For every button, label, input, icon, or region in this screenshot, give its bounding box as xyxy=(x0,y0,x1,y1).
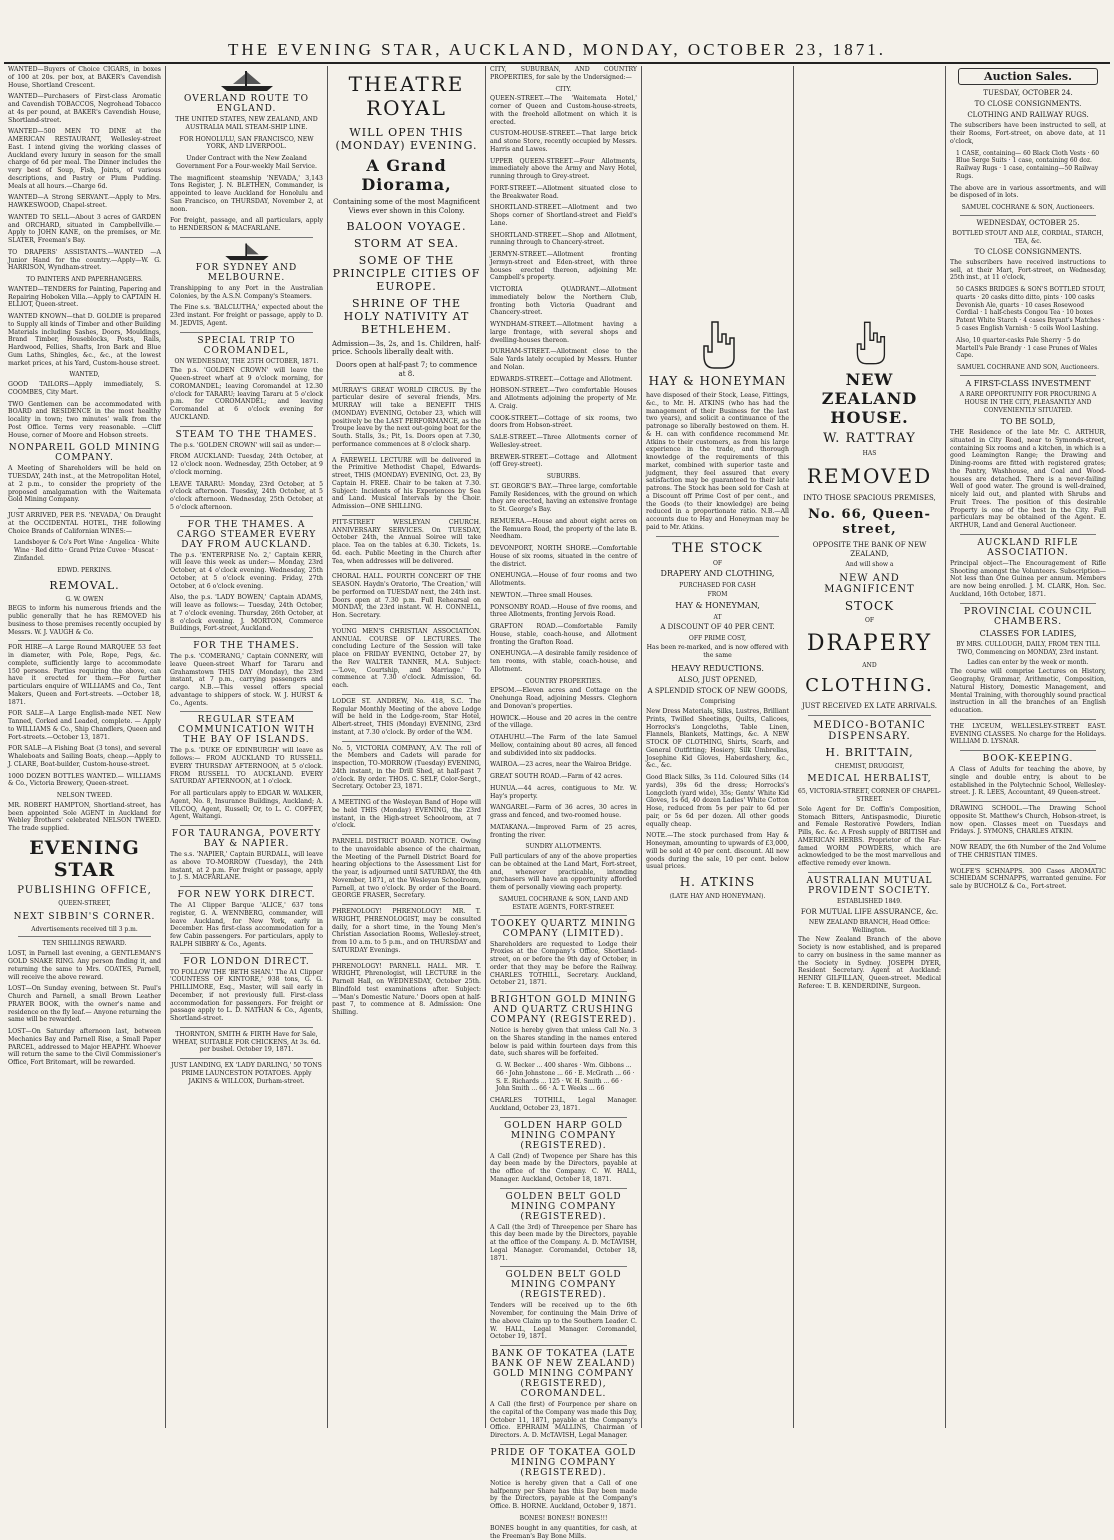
ad-servant: WANTED—A Strong SERVANT.—Apply to Mrs. HAWKESWOOD, Chapel-street. xyxy=(8,194,161,209)
victoria-company-ad: No. 5, VICTORIA COMPANY, A.V. The roll of the Members and Cadets will parade for inspection, TO-MORROW (Tuesday) EVENING, 24th instant, in the Drill Shed, at half-past 7 o'clock. By order. THOS. C. SELF, Color-Sergt., Secretary. October 23, 1871. xyxy=(332,744,481,791)
divider xyxy=(180,886,313,887)
phrenology-ad: PHRENOLOGY! PHRENOLOGY! MR. T. WRIGHT, PHRENOLOGIST, may be consulted daily, for a short time, in the Young Men's Christian Association Rooms, Wellesley-street, from 10 a.m. to 5 p.m., and on THURSDAY and SATURDAY Evenings. xyxy=(332,908,481,954)
stock-line: PURCHASED FOR CASH xyxy=(679,581,756,589)
pride-tokatea-head: PRIDE OF TOKATEA GOLD MINING COMPANY (REGISTERED). xyxy=(490,1447,637,1478)
divider xyxy=(500,915,627,916)
divider xyxy=(342,453,471,454)
divider xyxy=(342,694,471,695)
just-received: JUST RECEIVED EX LATE ARRIVALS. xyxy=(801,702,938,711)
ymca-ad: YOUNG MEN'S CHRISTIAN ASSOCIATION. ANNUAL COURSE OF LECTURES. The concluding Lecture of the Session will take place on FRIDAY EVENING, October 27, by the Rev WALTER TANNER, M.A. Subject:—'Love, Courtship, and Marriage.' To commence at 7.30 o'clock. Admission, 6d. each. xyxy=(332,627,481,689)
property-item: BREWER-STREET.—Cottage and Allotment (off Grey-street). xyxy=(490,453,637,469)
divider xyxy=(342,795,471,796)
special-trip-head: SPECIAL TRIP TO COROMANDEL, xyxy=(197,335,296,356)
auction-sales-head: Auction Sales. xyxy=(958,68,1098,85)
divider xyxy=(180,516,313,517)
tauranga-body: The s.s. 'NAPIER,' Captain BURDALL, will leave as above TO-MORROW (Tuesday), the 24th instant, at 2 p.m. For freight or passage, apply to J. S. MACFARLANE. xyxy=(170,851,323,882)
divider xyxy=(180,711,313,712)
divider xyxy=(342,904,471,905)
property-item: WYNDHAM-STREET.—Allotment having a large frontage, with several shops and dwelling-houses thereon. xyxy=(490,321,637,344)
property-city-head: CITY. xyxy=(555,85,572,93)
divider xyxy=(808,715,931,716)
property-item: ST. GEORGE'S BAY.—Three large, comfortable Family Residences, with the ground on which they are erected, having an extensive frontage to St. George's Bay. xyxy=(490,482,637,514)
sydney-tranship: Transhipping to any Port in the Australian Colonies, by the A.S.N. Company's Steamers. xyxy=(170,284,323,300)
also-opened: ALSO, JUST OPENED, xyxy=(677,676,758,685)
theatre-admission: Admission—3s, 2s, and 1s. Children, half-price. Schools liberally dealt with. xyxy=(332,339,481,357)
parnell-board-ad: PARNELL DISTRICT BOARD. NOTICE. Owing to the unavoidable absence of the chairman, the Meeting of the Parnell District Board for hearing objections to the Assessment List for the year, is adjourned until SATURDAY, the 4th November, 1871, at the Wesleyan Schoolroom, Parnell, at two o'clock. By order of the Board. GEORGE FRASER, Secretary. xyxy=(332,838,481,900)
masthead-rule xyxy=(4,62,1110,64)
investment-body: THE Residence of the late Mr. C. ARTHUR, situated in City Road, near to Symonds-street, containing Six rooms and a kitchen, in which is a good Leamington Range; the Drawing and Dining-rooms are fitted with registered grates; the Pantry, Washhouse, and Coal and Wood-houses are detached. There is a never-failing Well of good water. The ground is well-drained, nicely laid out, and planted with Shrubs and Fruit Trees. The position of this desirable Property is one of the best in the City. Full particulars may be obtained of the Agent. E. ARTHUR, Land and General Auctioneer. xyxy=(950,429,1106,530)
ad-drapers: TO DRAPERS' ASSISTANTS.—WANTED —A Junior Hand for the country.—Apply—W. G. HARRISON, Wyndham-street. xyxy=(8,248,161,272)
ad-wines: JUST ARRIVED, PER P.S. 'NEVADA,' On Draught at the OCCIDENTAL HOTEL, THE following Choice Brands of Californian WINES:— xyxy=(8,512,161,535)
classes-ladies: CLASSES FOR LADIES, xyxy=(979,628,1077,638)
opposite-bank: OPPOSITE THE BANK OF NEW ZEALAND, xyxy=(812,540,927,558)
golden-belt-2-body: Tenders will be received up to the 6th November, for continuing the Main Drive of the above Claim up to the Southern Leader. C. W. HALL, Legal Manager. Coromandel, October 19, 1871. xyxy=(490,1302,637,1341)
property-item: HUNUA.—44 acres, contiguous to Mr. W. Hay's property. xyxy=(490,784,637,800)
column-7 xyxy=(946,66,1110,1428)
property-item: WAIROA.—23 acres, near the Wairoa Bridge. xyxy=(490,761,632,769)
pride-tokatea-body: Notice is hereby given that a Call of one halfpenny per Share has this Day been made by the Directors, payable at the Company's Office. B. HORNE. Auckland, October 9, 1871. xyxy=(490,1479,637,1511)
divider xyxy=(960,534,1096,535)
ad-tweed-head: NELSON TWEED. xyxy=(56,792,113,800)
golden-belt-2-head: GOLDEN BELT GOLD MINING COMPANY (REGISTERED). xyxy=(505,1270,622,1301)
thames-leave: LEAVE TARARU: Monday, 23rd October, at 5 o'clock afternoon. Tuesday, 24th October, at 5 o'clock afternoon. Wednesday, 25th October, at 5 o'clock afternoon. xyxy=(170,480,323,511)
atkins-sign: H. ATKINS xyxy=(679,875,756,890)
property-item: PONSONBY ROAD.—House of five rooms, and three Allotments, fronting Jervois Road. xyxy=(490,603,637,619)
classes-by: BY MRS. CULLOUGH, DAILY, FROM TEN TILL TWO, Commencing on MONDAY, 23rd instant. xyxy=(956,641,1100,656)
brittain-name: H. BRITTAIN, xyxy=(825,745,914,759)
divider xyxy=(342,569,471,570)
ad-bottles: 1000 DOZEN BOTTLES WANTED.— WILLIAMS & Co., Victoria Brewery, Queen-street. xyxy=(8,772,161,788)
property-item: OTAHUHU.—The Farm of the late Samuel Mellow, containing about 80 acres, all fenced and subdivided into six paddocks. xyxy=(490,734,637,757)
choral-ad: CHORAL HALL. FOURTH CONCERT OF THE SEASON. Haydn's Oratorio, 'The Creation,' will be performed on TUESDAY next, the 24th inst. Doors open at 7.30 p.m. Full Rehearsal on MONDAY, the 23rd instant. W. H. CONNELL, Hon. Secretary. xyxy=(332,573,481,619)
stock-marked: Has been re-marked, and is now offered with the same xyxy=(646,644,789,660)
ad-tobacco: WANTED—Purchasers of First-class Aromatic and Cavendish TOBACCOS, Negrohead Tobacco at 4s per pound, at BAKER's Cavendish House, Shortland-street. xyxy=(8,93,161,124)
bones-head: BONES! BONES!! BONES!!! xyxy=(519,1514,608,1522)
page-columns xyxy=(4,66,1110,1540)
amp-body: The New Zealand Branch of the above Society is now established, and is prepared to carry on business in the same manner as the Society in Sydney. JOSEPH DYER, Resident Secretary. Agent at Auckland: HENRY GILFILLAN, Queen-street. Medical Referee: T. B. KENDERDINE, Surgeon. xyxy=(798,936,941,990)
the-stock-head: THE STOCK xyxy=(672,540,763,556)
cargo-bowen: Also, the p.s. 'LADY BOWEN,' Captain ADAMS, will leave as follows:— Tuesday, 24th October, at 7 o'clock evening. Thursday, 26th October, at 8 o'clock evening. J. MORTON, Commerce Buildings, Fort-street, Auckland. xyxy=(170,594,323,633)
london-head: FOR LONDON DIRECT. xyxy=(183,956,310,967)
property-item: DURHAM-STREET.—Allotment close to the Sale Yards lately occupied by Messrs. Hunter and Nolan. xyxy=(490,348,637,371)
property-item: FORT-STREET.—Allotment situated close to the Breakwater Road. xyxy=(490,184,637,200)
amp-mutual: FOR MUTUAL LIFE ASSURANCE, &c. xyxy=(800,907,939,916)
divider xyxy=(180,637,313,638)
rifle-head: AUCKLAND RIFLE ASSOCIATION. xyxy=(977,537,1079,558)
sydney-head: FOR SYDNEY AND MELBOURNE. xyxy=(195,262,298,283)
divider xyxy=(180,953,313,954)
divider xyxy=(180,1027,313,1028)
auction-date-1: TUESDAY, OCTOBER 24. xyxy=(983,89,1073,97)
queen-street-address: No. 66, Queen-street, xyxy=(808,506,931,537)
close-consignments-2: TO CLOSE CONSIGNMENTS. xyxy=(974,247,1082,256)
column-4 xyxy=(486,66,642,1540)
advertisements-note: Advertisements received till 3 p.m. xyxy=(31,925,138,933)
ship-icon xyxy=(217,68,277,92)
provincial-head: PROVINCIAL COUNCIL CHAMBERS. xyxy=(964,606,1092,627)
divider xyxy=(18,936,151,937)
property-item: GREAT SOUTH ROAD.—Farm of 42 acres. xyxy=(490,773,623,781)
hay-honeyman-head: HAY & HONEYMAN xyxy=(648,374,787,388)
ad-tailors: GOOD TAILORS—Apply immediately, S. COOMBES, City Mart. xyxy=(8,381,161,396)
overland-apply: For freight, passage, and all particulars, apply to HENDERSON & MACFARLANE. xyxy=(170,217,323,232)
divider xyxy=(960,375,1096,376)
ad-wines-sign: EDWD. PERKINS. xyxy=(57,566,112,574)
christian-times-ad: NOW READY, the 6th Number of the 2nd Volume of THE CHRISTIAN TIMES. xyxy=(950,844,1106,859)
phrenology-parnell-ad: PHRENOLOGY! PARNELL HALL. MR. T. WRIGHT, Phrenologist, will LECTURE in the Parnell Hall, on WEDNESDAY, October 25th. Blindfold test examinations after. Subject:—'Man's Domestic Nature.' Doors open at half-past 7, to commence at 8. Admission: One Shilling. xyxy=(332,962,481,1016)
special-trip-date: ON WEDNESDAY, THE 25TH OCTOBER, 1871. xyxy=(174,357,319,365)
divider xyxy=(500,1266,627,1267)
ad-wanted-head: WANTED, xyxy=(69,371,100,379)
property-item: SHORTLAND-STREET.—Shop and Allotment, running through to Chancery-street. xyxy=(490,231,637,247)
ad-painters-head: TO PAINTERS AND PAPERHANGERS. xyxy=(26,276,143,283)
cochrane-sign-1: SAMUEL COCHRANE & SON, Auctioneers. xyxy=(961,204,1095,212)
islands-body: The p.s. 'DUKE OF EDINBURGH' will leave as follows:— FROM AUCKLAND TO RUSSELL. EVERY THURSDAY AFTERNOON, at 5 o'clock. FROM RUSSELL TO AUCKLAND. EVERY SATURDAY AFTERNOON, at 1 o'clock. xyxy=(170,747,323,786)
cochrane-sign-2: SAMUEL COCHRANE AND SON, Auctioneers. xyxy=(957,364,1099,372)
divider xyxy=(342,624,471,625)
property-item: SHORTLAND-STREET.—Allotment and two Shops corner of Shortland-street and Field's Lane. xyxy=(490,204,637,227)
stock-of: OF xyxy=(712,559,723,567)
comerang-head: FOR THE THAMES. xyxy=(193,641,300,652)
brighton-shareholders: G. W. Becker ... 400 shares · Wm. Gibbons ... 66 · John Johnstone ... 66 · E. McGrath ... 66 · S. E. Richards ... 125 · W. H. Smith ... 66 · John Smith ... 66 · A. T. Weeks ... 66 xyxy=(496,1062,635,1093)
tokatea-head: BANK OF TOKATEA (LATE BANK OF NEW ZEALAND) GOLD MINING COMPANY (REGISTERED), COROMANDEL. xyxy=(491,1349,636,1400)
ad-nonpareil-head: NONPAREIL GOLD MINING COMPANY. xyxy=(8,443,161,464)
divider xyxy=(960,801,1096,802)
comprising: Comprising xyxy=(699,698,736,706)
removal-body: BEGS to inform his numerous friends and the public generally that he has REMOVED his business to those premises recently occupied by Messrs. W. J. VAUGH & Co. xyxy=(8,605,161,636)
overland-ports: FOR HONOLULU, SAN FRANCISCO, NEW YORK, AND LIVERPOOL. xyxy=(179,135,314,151)
column-1 xyxy=(4,66,166,1428)
thornton-ad: THORNTON, SMITH & FIRTH Have for Sale, WHEAT, SUITABLE FOR CHICKENS, At 3s. 6d. per bushel. October 19, 1871. xyxy=(172,1030,321,1054)
divider xyxy=(808,872,931,873)
newyork-head: FOR NEW YORK DIRECT. xyxy=(177,890,316,901)
divider xyxy=(18,508,151,509)
ad-nonpareil: A Meeting of Shareholders will be held on TUESDAY, 24th inst., at the Metropolitan Hotel, at 2 p.m., to consider the propriety of the proposed amalgamation with the Waitemata Gold Mining Company. xyxy=(8,465,161,504)
into-premises: INTO THOSE SPACIOUS PREMISES, xyxy=(803,493,936,502)
nz-house-head: NEW ZEALAND HOUSE. xyxy=(821,370,918,427)
column-3 xyxy=(328,66,486,1428)
islands-apply: For all particulars apply to EDGAR W. WALKER, Agent, No. 8, Insurance Buildings, Auckland; A. VILCOQ, Agent, Russell; Or, to L. C. COFFEY, Agent, Waitangi. xyxy=(170,790,323,821)
comerang-body: The p.s. 'COMERANG,' Captain CONNERY, will leave Queen-street Wharf for Tararu and Grahamstown THIS DAY (Monday), the 23rd instant, at 7 p.m., carrying passengers and cargo. N.B.—This vessel offers special advantage to shippers of stock. W. J. HURST & Co., Agents. xyxy=(170,653,323,707)
clothing-rugs: CLOTHING AND RAILWAY RUGS. xyxy=(967,111,1089,120)
property-item: MATAKANA.—Improved Farm of 25 acres, fronting the river. xyxy=(490,823,637,839)
divider xyxy=(960,750,1096,751)
ship-icon xyxy=(222,241,272,261)
auction-intro-1: The subscribers have been instructed to sell, at their Rooms, Fort-street, on above date, at 11 o'clock, xyxy=(950,122,1106,145)
pointing-hand-icon xyxy=(698,320,738,370)
divider xyxy=(960,215,1096,216)
rattray-has: HAS xyxy=(862,450,877,457)
theatre-open: WILL OPEN THIS (MONDAY) EVENING. xyxy=(335,126,478,152)
tookey-head: TOOKEY QUARTZ MINING COMPANY (LIMITED). xyxy=(490,918,637,939)
herbalist-address: 65, VICTORIA-STREET, CORNER OF CHAPEL-STREET. xyxy=(798,788,941,804)
chemist-line: CHEMIST, DRUGGIST, xyxy=(834,762,905,770)
amp-established: ESTABLISHED 1849. xyxy=(837,897,902,905)
property-item: EPSOM.—Eleven acres and Cottage on the Onehunga Road, adjoining Messrs. Cleghorn and Donovan's properties. xyxy=(490,687,637,710)
divider xyxy=(500,1444,627,1445)
publishing-office: PUBLISHING OFFICE, xyxy=(17,884,152,896)
investment-head: A FIRST-CLASS INVESTMENT xyxy=(965,379,1091,389)
golden-belt-body: A Call (the 3rd) of Threepence per Share has this day been made by the Directors, payable at the office of the Company. A. D. McTAVISH, Legal Manager. Coromandel, October 18, 1871. xyxy=(490,1223,637,1262)
auction-list-3: Also, 10 quarter-casks Pale Sherry · 5 do Martell's Pale Brandy · 1 case Prunes of Wales Cape. xyxy=(956,336,1098,360)
ad-tenders: WANTED—TENDERS for Painting, Papering and Repairing Hoboken Villa.—Apply to CAPTAIN H. ELLIOT, Queen-street. xyxy=(8,285,161,309)
medico-head: MEDICO-BOTANIC DISPENSARY. xyxy=(813,719,926,742)
auction-list-1: 1 CASE, containing— 60 Black Cloth Vests · 60 Blue Serge Suits · 1 case, containing 60 doz. Railway Rugs · 1 case, containing—50 Railway Rugs. xyxy=(956,149,1100,180)
property-item: ONEHUNGA.—A desirable family residence of ten rooms, with stable, coach-house, and Allotment. xyxy=(490,650,637,673)
brighton-notice: Notice is hereby given that unless Call No. 3 on the Shares standing in the names entered below is paid within fourteen days from this date, such shares will be forfeited. xyxy=(490,1027,637,1058)
ad-board: TWO Gentlemen can be accommodated with BOARD and RESIDENCE in the most healthy locality in town; two minutes' walk from the Post Office. Terms very reasonable. —Cliff House, corner of Moore and Hobson streets. xyxy=(8,400,161,439)
property-country-head: COUNTRY PROPERTIES. xyxy=(525,677,602,685)
golden-belt-head: GOLDEN BELT GOLD MINING COMPANY (REGISTERED). xyxy=(505,1191,622,1222)
divider xyxy=(960,719,1096,720)
lost-ring: LOST, in Parnell last evening, a GENTLEMAN'S GOLD SNAKE RING. Any person finding it, and returning the same to Mrs. COATES, Parnell, will receive the above reward. xyxy=(8,950,161,981)
classes-body: The course will comprise Lectures on History, Geography, Grammar, Arithmetic, Composition, Natural History, Domestic Management, and Mental Training, with thoroughly sound practical instruction in all the branches of an English education. xyxy=(950,668,1106,715)
goods-list: New Dress Materials, Silks, Lustres, Brilliant Prints, Twilled Sheetings, Quilts, Calicoes, Horrocks's Longcloths, Table Linen, Flannels, Blankets, Mattings, &c. A NEW STOCK OF CLOTHING, Shirts, Scarfs, and General Outfitting; Hosiery, Silk Umbrellas, Josephine Kid Gloves, Haberdashery, &c., &c., &c. xyxy=(646,708,789,770)
lost-prayer-book: LOST—On Sunday evening, between St. Paul's Church and Parnell, a small Brown Leather PRAYER BOOK, with the owner's name and residence on the fly leaf.— Anyone returning the same will be rewarded. xyxy=(8,985,161,1024)
london-body: TO FOLLOW THE 'BETH SHAN.' The A1 Clipper 'COUNTESS OF KINTORE,' 938 tons, G. G. PHILLIMORE, Esq., Master, will sail early in December, if not previously full. First-class accommodation for passengers. For freight or passage apply to L. D. NATHAN & Co., Agents, Shortland-street. xyxy=(170,968,323,1023)
property-item: GRAFTON ROAD.—Comfortable Family House, stable, coach-house, and Allotment fronting the Grafton Road. xyxy=(490,623,637,646)
islands-head: REGULAR STEAM COMMUNICATION WITH THE BAY OF ISLANDS. xyxy=(178,715,315,746)
stock-line: OFF PRIME COST, xyxy=(688,634,747,642)
column-2 xyxy=(166,66,328,1428)
diorama-item-4: SHRINE OF THE HOLY NATIVITY AT BETHLEHEM. xyxy=(343,296,470,336)
removal-owen: G. W. OWEN xyxy=(65,595,104,603)
evening-star-head: EVENING STAR xyxy=(29,836,140,881)
stock-line: A DISCOUNT OF 40 PER CENT. xyxy=(660,623,775,632)
potatoes-ad: JUST LANDING, EX 'LADY DARLING,' 50 TONS PRIME LAUNCESTON POTATOES. Apply JAKINS & WILLCOX, Durham-street. xyxy=(171,1062,322,1085)
classes-enter: Ladies can enter by the week or month. xyxy=(967,658,1089,666)
prices-list: Good Black Silks, 3s 11d. Coloured Silks (14 yards), 39s 6d the dress; Horrocks's Longcloth (yard wide), 35s; Gents' White Kid Gloves, 1s 6d, 40 dozen Ladies' White Cotton Hose, reduced from 5s per pair to 6d per pair, or 5s 6d per dozen. All other goods equally cheap. xyxy=(646,774,789,828)
removal-head: REMOVAL. xyxy=(49,578,120,592)
special-trip-body: The p.s. 'GOLDEN CROWN' will leave the Queen-street wharf at 9 o'clock morning, for COROMANDEL; leaving Coromandel at 12.30 o'clock for TARARU; leaving Tararu at 5 o'clock p.m. for COROMANDEL; and leaving Coromandel at 6 o'clock evening for AUCKLAND. xyxy=(170,367,323,421)
clothing-head: CLOTHING. xyxy=(805,675,934,697)
property-item: COOK-STREET.—Cottage of six rooms, two doors from Hobson-street. xyxy=(490,414,637,430)
divider xyxy=(342,959,471,960)
diorama-head: A Grand Diorama, xyxy=(361,156,452,194)
property-item: WANGAREI.—Farm of 36 acres, 30 acres in grass and fenced, and two-roomed house. xyxy=(490,804,637,820)
golden-harp-body: A Call (2nd) of Twopence per Share has this day been made by the Directors, payable at the office of the Company. C. W. HALL, Manager. Auckland, October 18, 1871. xyxy=(490,1152,637,1183)
column-5 xyxy=(642,66,794,1428)
property-item: UPPER QUEEN-STREET.—Four Allotments, immediately above the Army and Navy Hotel, running through to Grey-street. xyxy=(490,157,637,181)
ad-goldie: WANTED KNOWN—that D. GOLDIE is prepared to Supply all kinds of Timber and other Building Materials including Sashes, Doors, Mouldings, Brand Timber, Houseblocks, Posts, Rails, Hardwood, Fellies, Shafts, Iron Bark and Blue Gum Laths, Shingles, &c., &c., at the lowest market prices, at his Yard, Custom-house street. xyxy=(8,313,161,367)
schnapps-ad: WOLFE'S SCHNAPPS. 300 Cases AROMATIC SCHIEDAM SCHNAPPS, warranted genuine. For sale by BUCHOLZ & Co., Fort-street. xyxy=(950,867,1106,891)
ad-wines-list: Landsboyer & Co's Port Wine · Angelica · White Wine · Red ditto · Grand Prize Cuvee · Muscat · Zinfandel. xyxy=(14,539,160,562)
theatre-doors: Doors open at half-past 7; to commence at 8. xyxy=(335,361,478,378)
property-item: HOWICK.—House and 20 acres in the centre of the village. xyxy=(490,714,637,730)
tookey-body: Shareholders are requested to Lodge their Proxies at the Company's Office, Shortland-street, on or before the 9th day of October, in order that they may be before the Railway. CHARLES TOTHILL, Secretary. Auckland, October 21, 1871. xyxy=(490,940,637,987)
sydney-balclutha: The Fine s.s. 'BALCLUTHA,' expected about the 23rd instant. For freight or passage, apply to D. M. JEDVIS, Agent. xyxy=(170,304,323,327)
stock-word: STOCK xyxy=(844,598,895,613)
property-item: CUSTOM-HOUSE-STREET.—That large brick and stone Store, recently occupied by Messrs. Harris and Lawes. xyxy=(490,130,637,153)
reward-head: TEN SHILLINGS REWARD. xyxy=(42,940,127,948)
tauranga-head: FOR TAURANGA, POVERTY BAY & NAPIER. xyxy=(171,829,322,850)
property-sundry-head: SUNDRY ALLOTMENTS. xyxy=(525,843,602,851)
thames-from: FROM AUCKLAND: Tuesday, 24th October, at 12 o'clock noon. Wednesday, 25th October, at 9 o'clock morning. xyxy=(170,453,323,476)
lost-parcel: LOST—On Saturday afternoon last, between Mechanics Bay and Parnell Rise, a Small Paper PARCEL, addressed to Major HEAPHY. Whoever will return the same to the Civil Commissioner's Office, Fort Britomart, will be rewarded. xyxy=(8,1028,161,1067)
column-6 xyxy=(794,66,946,1428)
drapery-head: DRAPERY xyxy=(806,630,933,656)
auction-date-2: WEDNESDAY, OCTOBER 25. xyxy=(976,219,1080,228)
stock-line: FROM xyxy=(707,591,728,599)
divider xyxy=(180,332,313,333)
amp-branch: NEW ZEALAND BRANCH, Head Office: Wellington. xyxy=(808,918,931,934)
bones-body: BONES bought in any quantities, for cash, at the Freeman's Bay Bone Mills. xyxy=(490,1524,637,1540)
stock-line: HAY & HONEYMAN, xyxy=(675,601,760,611)
cargo-head: FOR THE THAMES. A CARGO STEAMER EVERY DAY FROM AUCKLAND. xyxy=(176,519,317,550)
diorama-item-2: STORM AT SEA. xyxy=(353,236,460,250)
splendid-stock: A SPLENDID STOCK OF NEW GOODS, xyxy=(647,687,788,696)
cargo-enterprise: The p.s. 'ENTERPRISE No. 2,' Captain KERR, will leave this week as under:— Monday, 23rd October, at 4 o'clock evening. Wednesday, 25th October, at 5 o'clock evening. Friday, 27th October, at 6 o'clock evening. xyxy=(170,551,323,590)
ad-boat: FOR SALE—A Fishing Boat (3 tons), and several Whaleboats and Sailing Boats, cheap.—Apply to J. CLARE, Boat-builder, Custom-house-street. xyxy=(8,745,161,768)
divider xyxy=(960,603,1096,604)
diorama-item-1: BALOON VOYAGE. xyxy=(346,219,467,233)
divider xyxy=(500,1188,627,1189)
stock-note: NOTE.—The stock purchased from Hay & Honeyman, amounting to upwards of £3,000, will be sold at 40 per cent. discount. All new goods during the sale, 10 per cent. below usual prices. xyxy=(646,832,789,871)
bookkeeping-body: A Class of Adults for teaching the above, by single and double entry, is about to be established in the Polytechnic School, Wellesley-street. J. R. LEES, Accountant, 49 Queen-street. xyxy=(950,766,1106,797)
wesleyan-ad: PITT-STREET WESLEYAN CHURCH. ANNIVERSARY SERVICES. On TUESDAY, October 24th, the Annual Soiree will take place. Tea on the tables at 6.30. Tickets, 1s. 6d. each. Public Meeting in the Church after Tea, when addresses will be delivered. xyxy=(332,518,481,565)
band-of-hope-ad: A MEETING of the Wesleyan Band of Hope will be held THIS (Monday) EVENING, the 23rd instant, in the High-street Schoolroom, at 7 o'clock. xyxy=(332,799,481,830)
ad-garden: WANTED TO SELL—About 3 acres of GARDEN and ORCHARD, situated in Campbellville.—Apply to JOHN KANE, on the premises, or Mr. SLATER, Freeman's Bay. xyxy=(8,213,161,244)
thames-head: STEAM TO THE THAMES. xyxy=(175,429,318,440)
overland-line: THE UNITED STATES, NEW ZEALAND, AND AUSTRALIA MAIL STEAM-SHIP LINE. xyxy=(175,116,318,131)
herbalist-body: Sole Agent for Dr. Coffin's Composition, Stomach Bitters, Antispasmodic, Diuretic and Female Restorative Powders, Indian Pills, &c. &c. A Fresh supply of BRITISH and AMERICAN HERBS. Proprietor of the Far-famed WORM POWDERS, which are acknowledged to be the most marvellous and effective remedy ever known. xyxy=(798,805,941,868)
ad-marquee: FOR HIRE—A Large Round MARQUEE 53 feet in diameter, with Pole, Rope, Pegs, &c. complete, sufficiently large to accommodate 150 persons. Parties requiring the above, can have it erected for them.—For further particulars enquire of WILLIAMS and Co., Tent Makers, Queen and Fort-streets. —October 18, 1871. xyxy=(8,644,161,706)
divider xyxy=(180,426,313,427)
stock-line: AT xyxy=(713,613,722,621)
stock-line: DRAPERY AND CLOTHING, xyxy=(660,569,775,579)
divider xyxy=(342,741,471,742)
thames-crown: The p.s. 'GOLDEN CROWN' will sail as under:— xyxy=(170,441,322,449)
ad-cigars: WANTED—Buyers of Choice CIGARS, in boxes of 100 at 20s. per box, at BAKER's Cavendish House, Shortland Crescent. xyxy=(8,66,161,89)
property-item: NEWTON.—Three small Houses. xyxy=(490,591,593,599)
ad-tweed: MR. ROBERT HAMPTON, Shortland-street, has been appointed Sole AGENT in Auckland for Webley Brothers' celebrated NELSON TWEED. The trade supplied. xyxy=(8,801,161,833)
masthead xyxy=(0,0,1114,60)
golden-harp-head: GOLDEN HARP GOLD MINING COMPANY (REGISTERED). xyxy=(504,1120,623,1151)
to-be-sold: TO BE SOLD, xyxy=(1000,416,1056,426)
tokatea-body: A Call (the first) of Fourpence per share on the capital of the Company was made this Day, October 11, 1871, payable at the Company's Office. EPHRAIM MALLINS, Chairman of Directors. A. D. McTAVISH, Legal Manager. xyxy=(490,1401,637,1440)
diorama-sub: Containing some of the most Magnificent Views ever shown in this Colony. xyxy=(333,198,480,215)
divider xyxy=(342,383,471,384)
property-intro: CITY, SUBURBAN, AND COUNTRY PROPERTIES, for sale by the Undersigned:— xyxy=(490,66,637,81)
property-particulars: Full particulars of any of the above properties can be obtained at the Land Mart, Fort-street, and, whenever practicable, intending purchasers will have an opportunity afforded them of personally viewing each property. xyxy=(490,853,637,892)
divider xyxy=(180,1058,313,1059)
next-sibbins: NEXT SIBBIN'S CORNER. xyxy=(13,911,156,922)
theatre-royal-head: THEATRE ROYAL xyxy=(348,72,465,120)
property-item: ONEHUNGA.—House of four rooms and two Allotments. xyxy=(490,572,637,588)
property-suburbs-head: SUBURBS. xyxy=(546,473,581,481)
auction-note-1: The above are in various assortments, and will be disposed of in lots. xyxy=(950,184,1106,200)
pointing-hand-icon xyxy=(852,320,888,366)
property-item: QUEEN-STREET.—The 'Waitemata Hotel,' corner of Queen and Custom-house-streets, with the freehold allotment on which it is erected. xyxy=(490,95,637,126)
property-item: REMUERA.—House and about eight acres on the Remuera Road, the property of the late B. Needham. xyxy=(490,517,637,541)
divider xyxy=(18,640,151,641)
new-magnificent: NEW AND MAGNIFICENT xyxy=(824,572,915,595)
cochrane-sign: SAMUEL COCHRANE & SON, LAND AND ESTATE AGENTS, FORT-STREET. xyxy=(498,895,629,911)
overland-nevada: The magnificent steamship 'NEVADA,' 3,143 Tons Register, J. N. BLETHEN, Commander, is appointed to leave Auckland for Honolulu and San Francisco, on THURSDAY, November 2, at noon. xyxy=(170,174,323,213)
investment-sub: A RARE OPPORTUNITY FOR PROCURING A HOUSE IN THE CITY, PLEASANTLY AND CONVENIENTLY SITUATED. xyxy=(959,391,1097,414)
property-item: VICTORIA QUADRANT.—Allotment immediately below the Northern Club, fronting both Victoria Quadrant and Chancery-street. xyxy=(490,286,637,317)
brighton-sign: CHARLES TOTHILL, Legal Manager. Auckland, October 23, 1871. xyxy=(490,1097,637,1112)
divider xyxy=(960,864,1096,865)
of-word: OF xyxy=(864,616,875,624)
and-word: AND xyxy=(862,661,877,669)
rattray-name: W. RATTRAY xyxy=(823,431,916,446)
divider xyxy=(342,515,471,516)
lodge-ad: LODGE ST. ANDREW, No. 418, S.C. The Regular Monthly Meeting of the above Lodge will be held in the Lodge-room, Star Hotel, Albert-street, THIS (Monday) EVENING, 23rd instant, at 7.30 o'clock. By order of the W.M. xyxy=(332,697,481,736)
auction-intro-2: The subscribers have received instructions to sell, at their Mart, Fort-street, on Wednesday, 25th inst., at 11 o'clock, xyxy=(950,258,1106,282)
property-item: HOBSON-STREET.—Two comfortable Houses and Allotments adjoining the property of Mr. A. Craig. xyxy=(490,387,637,410)
divider xyxy=(500,991,627,992)
divider xyxy=(500,1117,627,1118)
bookkeeping-head: BOOK-KEEPING. xyxy=(982,754,1074,765)
auction-list-2: 50 CASKS BRIDGES & SON'S BOTTLED STOUT, quarts · 20 casks ditto ditto, pints · 100 casks Devonish Ale, quarts · 10 cases Rosewood Cordial · 1 half-chests Congou Tea · 10 boxes Patent White Starch · 4 cases Bryant's Matches · 5 cases English Varnish · 5 coils Wool Lashing. xyxy=(956,286,1106,333)
queen-street: QUEEN-STREET, xyxy=(58,899,111,907)
divider xyxy=(656,536,779,537)
circus-ad: MURRAY'S GREAT WORLD CIRCUS. By the particular desire of several friends, Mrs. MURRAY will take a BENEFIT THIS (MONDAY) EVENING, October 23, which will positively be the LAST PERFORMANCE, as the Troupe leave by the next out-going boat for the South. Stalls, 3s.; Pit, 1s. Doors open at 7.30, performance commences at 8 o'clock sharp. xyxy=(332,386,481,448)
overland-head: OVERLAND ROUTE TO ENGLAND. xyxy=(183,94,310,114)
ad-net: FOR SALE—A Large English-made NET. New Tanned, Corked and Leaded, complete. — Apply to WILLIAMS & Co., Ship Chandlers, Queen and Fort-streets.—October 13, 1871. xyxy=(8,710,161,741)
property-item: DEVONPORT, NORTH SHORE.—Comfortable House of six rooms, situated in the centre of the district. xyxy=(490,545,637,568)
diorama-item-3: SOME OF THE PRINCIPLE CITIES OF EUROPE. xyxy=(332,253,481,293)
rifle-body: Principal object—The Encouragement of Rifle Shooting amongst the Volunteers. Subscription—Not less than One Guinea per annum. Members are now being enrolled. J. M. CLARK, Hon. Sec. Auckland, 16th October, 1871. xyxy=(950,559,1106,598)
amp-head: AUSTRALIAN MUTUAL PROVIDENT SOCIETY. xyxy=(806,875,933,896)
newyork-body: The A1 Clipper Barque 'ALICE,' 637 tons register, G. A. WENNBERG, commander, will leave Auckland, for New York, early in December. Has first-class accommodation for a few Cabin passengers. For particulars, apply to RALPH SIBBRY & Co., Agents. xyxy=(170,902,323,948)
property-item: JERMYN-STREET.—Allotment fronting Jermyn-street and Eden-street, with three houses erected thereon, adjoining Mr. Campbell's property. xyxy=(490,251,637,282)
close-consignments-1: TO CLOSE CONSIGNMENTS. xyxy=(974,100,1082,109)
stout-line: BOTTLED STOUT AND ALE, CORDIAL, STARCH, TEA, &c. xyxy=(952,230,1104,245)
divider xyxy=(342,834,471,835)
divider xyxy=(180,237,313,238)
atkins-late: (LATE HAY AND HONEYMAN). xyxy=(669,893,766,901)
lyceum-ad: THE LYCEUM, WELLESLEY-STREET EAST. EVENING CLASSES. No charge for the Holidays. WILLIAM D. LYSNAR. xyxy=(950,722,1106,746)
property-item: SALE-STREET.—Three Allotments corner of Wellesley-street. xyxy=(490,434,637,449)
property-item: EDWARDS-STREET.—Cottage and Allotment. xyxy=(490,375,633,383)
heavy-reductions: HEAVY REDUCTIONS. xyxy=(671,663,764,673)
hay-honeyman-body: have disposed of their Stock, Lease, Fittings, &c., to Mr. H. ATKINS (who has had the management of their Business for the last two years), and solicit a continuance of the patronage so liberally bestowed on them. H. & H. can with confidence recommend Mr. Atkins to their customers, as from his large experience in the trade, and thorough knowledge of the requirements of this market, combined with superior taste and judgment, they feel assured that every satisfaction may be guaranteed to their late patrons. The Stock has been sold for Cash at a Discount off Prime Cost of per cent., and the Goods (to their knowledge) are being reduced in a proportionate ratio. N.B.—All accounts due to Hay and Honeyman may be paid to Mr. Atkins. xyxy=(646,392,789,531)
overland-contract: Under Contract with the New Zealand Government For a Four-weekly Mail Service. xyxy=(176,155,317,170)
brighton-head: BRIGHTON GOLD MINING AND QUARTZ CRUSHING COMPANY (REGISTERED). xyxy=(490,995,637,1026)
lecture-ad: A FAREWELL LECTURE will be delivered in the Primitive Methodist Chapel, Edwards-street, THIS (MONDAY) EVENING, Oct. 23, By Captain H. FREE. Chair to be taken at 7.30. Subject: Incidents of his Experiences by Sea and Land. Musical Intervals by the Choir. Admission—ONE SHILLING. xyxy=(332,456,481,510)
ad-restaurant: WANTED—500 MEN TO DINE at the AMERICAN RESTAURANT, Wellesley-street East. I intend giving the working classes of Auckland every luxury in season for the small charge of 6d per meal. The Dinner includes the very best of Soup, Fish, Joints, of various descriptions, and Pastry or Plum Pudding. Meals at all hours.—Charge 6d. xyxy=(8,128,161,190)
divider xyxy=(960,840,1096,841)
drawing-school-ad: DRAWING SCHOOL.—The Drawing School opposite St. Matthew's Church, Hobson-street, is now open. Classes meet on Tuesdays and Fridays. J. SYMONS, CHARLES ATKIN. xyxy=(950,805,1106,836)
removed-head: REMOVED xyxy=(806,463,933,488)
will-show: And will show a xyxy=(845,561,894,569)
herbalist-line: MEDICAL HERBALIST, xyxy=(807,774,932,785)
divider xyxy=(180,825,313,826)
newspaper-title: THE EVENING STAR, AUCKLAND, MONDAY, OCTOBER 23, 1871. xyxy=(228,40,886,59)
divider xyxy=(500,1345,627,1346)
